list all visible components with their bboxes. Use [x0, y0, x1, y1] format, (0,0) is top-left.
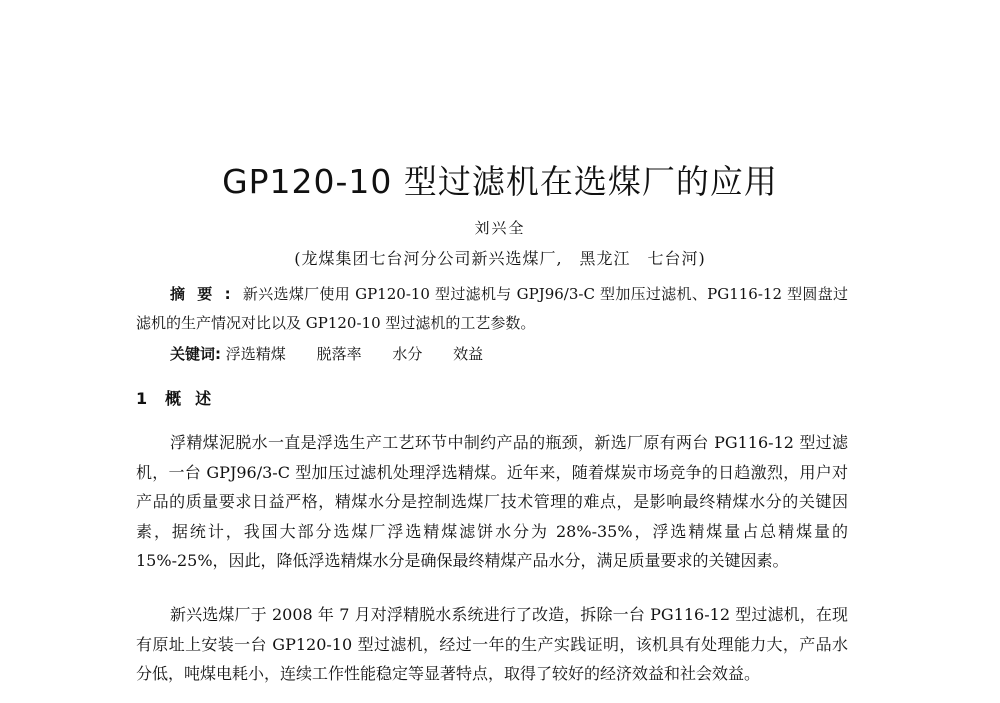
- keyword: 水分: [392, 345, 423, 363]
- keywords: [170, 341, 509, 367]
- section-title: 概述: [165, 389, 226, 408]
- section-heading: [136, 386, 225, 412]
- body-paragraph: 新兴选煤厂于 2008 年 7 月对浮精脱水系统进行了改造，拆除一台 PG116-12 型过滤机，在现有原址上安装一台 GP120-10 型过滤机，经过一年的生产实践证明，该机具有处理能力大，产品水分低，吨煤电耗小，连续工作性能稳定等显著特点，取得了较好的经济效益和社会效益。: [136, 605, 848, 683]
- keyword: 脱落率: [316, 345, 362, 363]
- abstract: [136, 280, 848, 338]
- author-affiliation: (龙煤集团七台河分公司新兴选煤厂, 黑龙江 七台河): [294, 249, 706, 268]
- paper-title: GP120-10 型过滤机在选煤厂的应用: [222, 162, 778, 201]
- abstract-label: 摘要:: [170, 285, 243, 303]
- keyword: 效益: [453, 345, 484, 363]
- abstract-text: 新兴选煤厂使用 GP120-10 型过滤机与 GPJ96/3-C 型加压过滤机、PG116-12 型圆盘过滤机的生产情况对比以及 GP120-10 型过滤机的工艺参数。: [136, 285, 848, 332]
- keyword: 浮选精煤: [225, 345, 286, 363]
- section-number: 1: [136, 389, 148, 408]
- author-name: 刘兴全: [474, 219, 526, 237]
- body-paragraph: 浮精煤泥脱水一直是浮选生产工艺环节中制约产品的瓶颈，新选厂原有两台 PG116-12 型过滤机，一台 GPJ96/3-C 型加压过滤机处理浮选精煤。近年来，随着煤炭市场竞争的日趋激烈，用户对产品的质量要求日益严格，精煤水分是控制选煤厂技术管理的难点，是影响最终精煤水分的关键因素，据统计，我国大部分选煤厂浮选精煤滤饼水分为 28%-35%，浮选精煤量占总精煤量的 15%-25%，因此，降低浮选精煤水分是确保最终精煤产品水分，满足质量要求的关键因素。: [136, 433, 848, 570]
- keywords-label: 关键词:: [170, 345, 221, 363]
